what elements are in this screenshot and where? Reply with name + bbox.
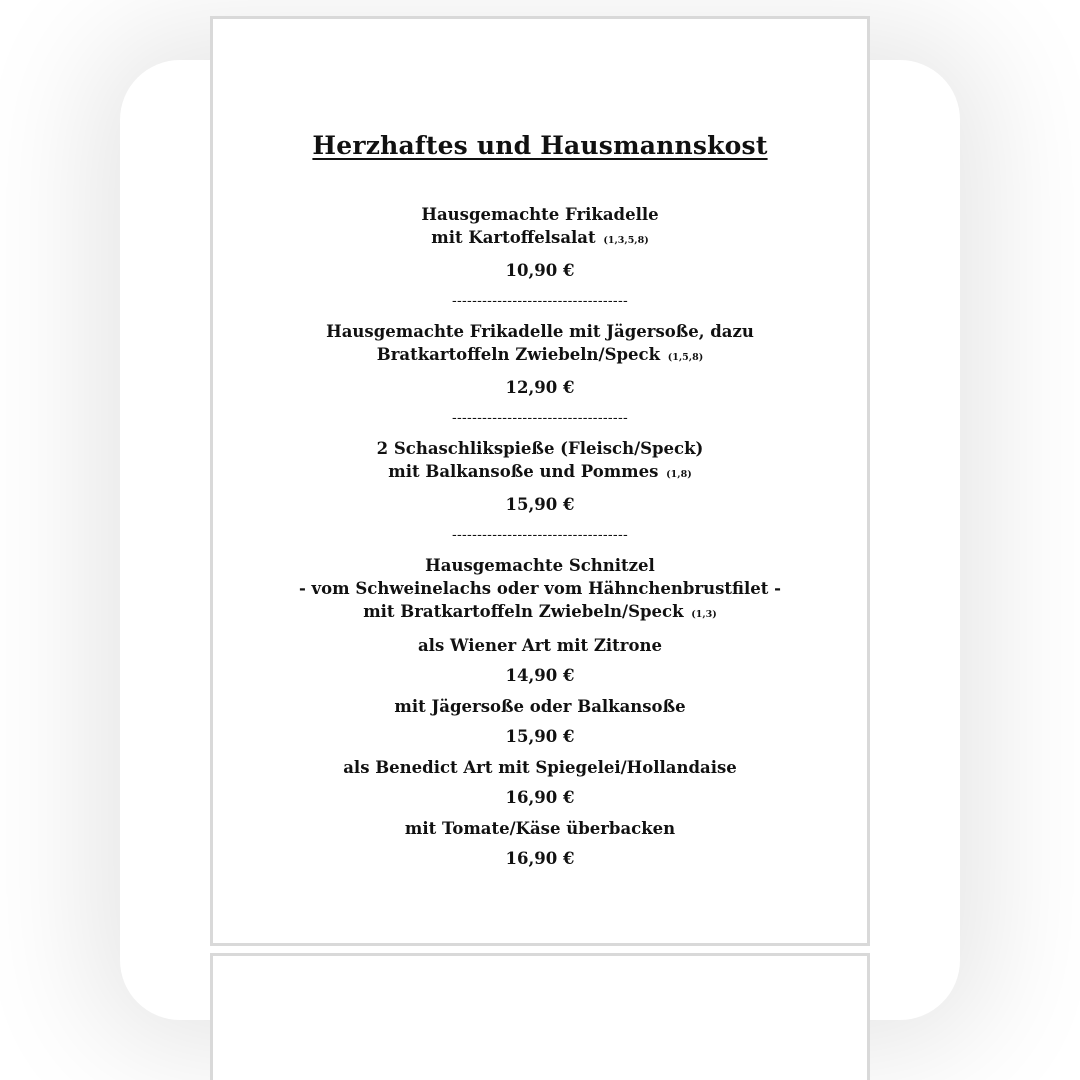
item-price: 10,90 € — [505, 261, 575, 280]
option-label: mit Tomate/Käse überbacken — [404, 819, 676, 838]
menu-body — [213, 203, 867, 870]
option-price: 16,90 € — [505, 788, 575, 807]
item-description — [213, 343, 867, 369]
item-description — [213, 460, 867, 486]
menu-item — [213, 203, 867, 282]
divider: ----------------------------------- — [451, 527, 629, 543]
menu-page — [210, 16, 870, 946]
menu-item-schnitzel — [213, 554, 867, 870]
item-price: 15,90 € — [505, 495, 575, 514]
menu-item — [213, 320, 867, 399]
item-variant-note: - vom Schweinelachs oder vom Hähnchenbrustfilet - — [298, 579, 782, 598]
item-description-text: mit Balkansoße und Pommes — [388, 462, 659, 481]
menu-title: Herzhaftes und Hausmannskost — [312, 131, 768, 160]
item-name: Hausgemachte Schnitzel — [425, 556, 655, 575]
item-description — [213, 226, 867, 252]
allergen-codes: (1,3) — [691, 609, 717, 620]
option-price: 14,90 € — [505, 666, 575, 685]
option-label: mit Jägersoße oder Balkansoße — [394, 697, 686, 716]
item-name: Hausgemachte Frikadelle — [421, 205, 659, 224]
option-label: als Benedict Art mit Spiegelei/Hollandaise — [343, 758, 737, 777]
item-description-text: Bratkartoffeln Zwiebeln/Speck — [376, 345, 661, 364]
option-price: 16,90 € — [505, 849, 575, 868]
item-description-text: mit Kartoffelsalat — [431, 228, 596, 247]
allergen-codes: (1,5,8) — [667, 352, 704, 363]
item-name: Hausgemachte Frikadelle mit Jägersoße, dazu — [326, 322, 754, 341]
next-page — [210, 953, 870, 1080]
item-price: 12,90 € — [505, 378, 575, 397]
option-label: als Wiener Art mit Zitrone — [417, 636, 662, 655]
item-description — [213, 600, 867, 626]
allergen-codes: (1,8) — [666, 469, 692, 480]
menu-item — [213, 437, 867, 516]
item-description-text: mit Bratkartoffeln Zwiebeln/Speck — [363, 602, 684, 621]
item-name: 2 Schaschlikspieße (Fleisch/Speck) — [376, 439, 704, 458]
divider: ----------------------------------- — [451, 293, 629, 309]
option-price: 15,90 € — [505, 727, 575, 746]
allergen-codes: (1,3,5,8) — [603, 235, 649, 246]
divider: ----------------------------------- — [451, 410, 629, 426]
